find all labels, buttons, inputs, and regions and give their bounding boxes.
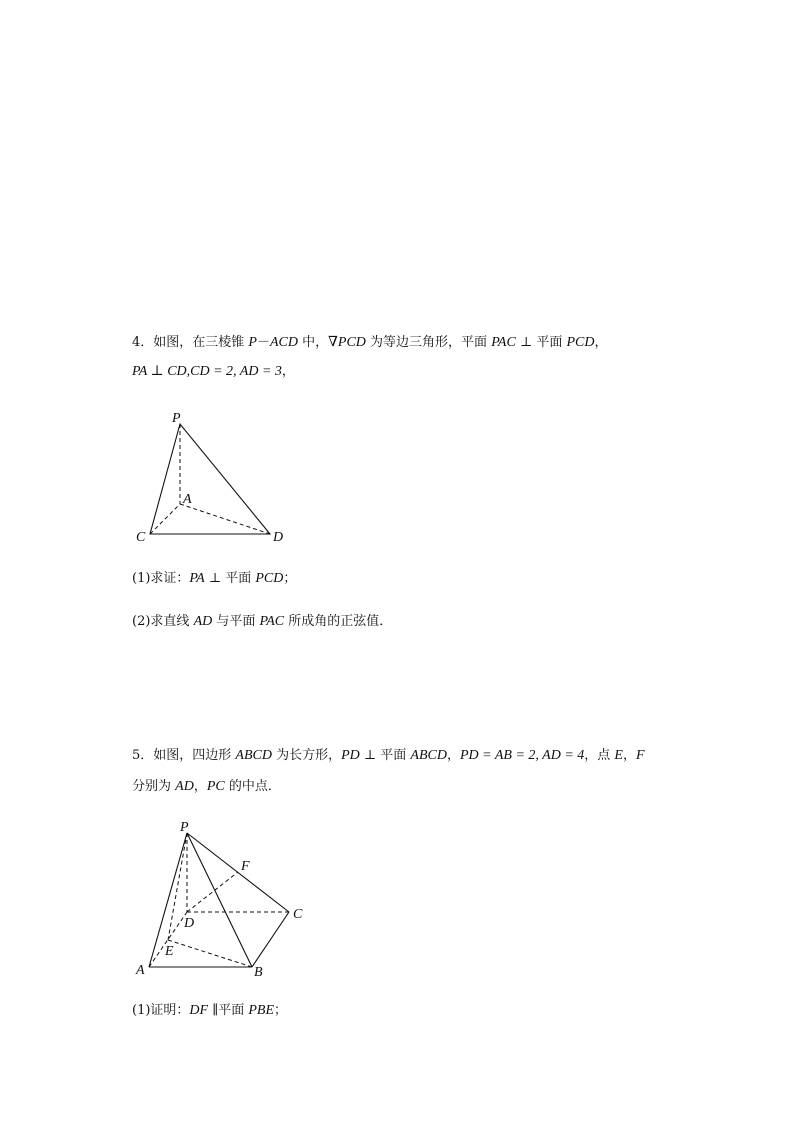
q5-sub-1 [132, 1002, 287, 1020]
q5-text: 为长方形， [271, 748, 342, 763]
q5-math: AD [175, 779, 194, 794]
q4-text: 如图，在三棱锥 [153, 335, 249, 350]
q4-text: ， [594, 335, 608, 350]
q5-math: PD [341, 748, 360, 763]
q5-edge-pb [187, 833, 252, 967]
q4-text: ⊥ 平面 [515, 335, 567, 350]
q4-math: PA [189, 571, 205, 586]
q5-text: ⊥ 平面 [359, 748, 411, 763]
q5-text: ， [193, 779, 207, 794]
q4-label-d: D [273, 530, 284, 545]
q5-text: 的中点． [224, 779, 281, 794]
q4-math: PCD [255, 571, 284, 586]
q5-label-a: A [136, 963, 145, 978]
q4-math: PA ⊥ CD,CD = 2, AD = 3 [132, 364, 282, 379]
q4-math: ACD [270, 335, 298, 350]
q5-math: ABCD [235, 748, 272, 763]
q5-math: ABCD [410, 748, 447, 763]
q5-number: 5． [132, 748, 154, 763]
q5-label-e: E [165, 944, 174, 959]
q4-text: 所成角的正弦值． [284, 614, 393, 629]
q5-math: F [635, 748, 645, 763]
q5-label-b: B [254, 965, 263, 980]
q5-text: ， [446, 748, 460, 763]
q4-math: PCD [566, 335, 595, 350]
q4-text: 与平面 [212, 614, 260, 629]
q4-text: (1)求证： [132, 571, 190, 586]
q4-text: ； [283, 571, 297, 586]
q5-edge-bc [252, 912, 289, 967]
q4-math: PAC [491, 335, 516, 350]
q4-text: 中， [298, 335, 329, 350]
q5-text: 如图，四边形 [153, 748, 236, 763]
q5-text: ，点 [584, 748, 615, 763]
q4-text: － [256, 335, 270, 350]
q5-text: ， [622, 748, 636, 763]
q4-label-c: C [136, 530, 146, 545]
q4-math: PAC [259, 614, 285, 629]
q5-edge-df [187, 872, 238, 912]
q4-label-p: P [172, 411, 181, 426]
q5-label-f: F [241, 859, 250, 874]
q5-label-p: P [180, 820, 189, 835]
q5-text: (1)证明： [132, 1003, 190, 1018]
q4-math: P [248, 335, 257, 350]
q4-text: ⊥ 平面 [204, 571, 256, 586]
q5-math: PC [206, 779, 225, 794]
q4-math: ∇PCD [328, 335, 366, 350]
q5-text: ； [274, 1003, 288, 1018]
q4-number: 4． [132, 335, 154, 350]
q5-math: DF [189, 1003, 209, 1018]
q4-math: AD [193, 614, 213, 629]
q5-text: 分别为 [132, 779, 176, 794]
q5-math: E [614, 748, 623, 763]
q5-math: PD = AB = 2, AD = 4 [460, 748, 585, 763]
q4-text: (2)求直线 [132, 614, 194, 629]
q4-text: 为等边三角形，平面 [365, 335, 492, 350]
q5-text: ∥平面 [208, 1003, 249, 1018]
q4-label-a: A [183, 492, 192, 507]
q5-label-d: D [184, 916, 195, 931]
q4-text: ， [281, 364, 295, 379]
q5-edge-eb [168, 940, 252, 967]
q5-label-c: C [293, 907, 303, 922]
q5-math: PBE [248, 1003, 275, 1018]
